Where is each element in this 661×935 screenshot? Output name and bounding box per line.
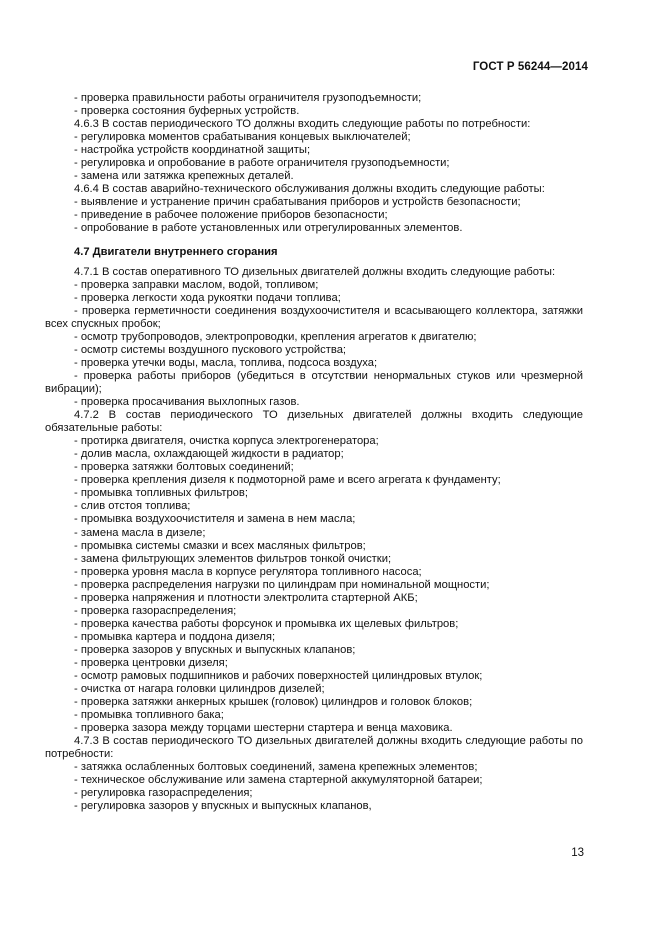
list-item: - проверка распределения нагрузки по цилиндрам при номинальной мощности; — [74, 578, 490, 591]
list-item: - протирка двигателя, очистка корпуса электрогенератора; — [74, 435, 379, 448]
list-item: - слив отстоя топлива; — [74, 500, 191, 513]
list-item: - проверка герметичности соединения воздухоочистителя и всасывающего коллектора, затяжки всех спускных пробок; — [45, 304, 583, 330]
list-item: - затяжка ослабленных болтовых соединений, замена крепежных элементов; — [74, 761, 478, 774]
list-item: - проверка просачивания выхлопных газов. — [74, 396, 300, 409]
list-item: - промывка системы смазки и всех масляных фильтров; — [74, 539, 366, 552]
list-item: - проверка центровки дизеля; — [74, 656, 228, 669]
list-item: - проверка газораспределения; — [74, 604, 237, 617]
paragraph-4-6-4: 4.6.4 В состав аварийно-технического обслуживания должны входить следующие работы: — [74, 183, 545, 196]
list-item: - долив масла, охлаждающей жидкости в радиатор; — [74, 448, 344, 461]
bullet-list — [45, 435, 583, 735]
list-item: - проверка заправки маслом, водой, топливом; — [74, 278, 319, 291]
list-item: - регулировка газораспределения; — [74, 787, 253, 800]
page-number: 13 — [571, 847, 584, 859]
list-item: - проверка уровня масла в корпусе регулятора топливного насоса; — [74, 565, 422, 578]
list-item: - проверка затяжки болтовых соединений; — [74, 461, 294, 474]
list-item: - выявление и устранение причин срабатывания приборов и устройств безопасности; — [74, 196, 521, 209]
list-item: - проверка затяжки анкерных крышек (головок) цилиндров и головок блоков; — [74, 696, 473, 709]
list-item: - замена фильтрующих элементов фильтров тонкой очистки; — [74, 552, 392, 565]
list-item: - замена масла в дизеле; — [74, 526, 206, 539]
bullet-list — [45, 196, 583, 235]
list-item: - проверка качества работы форсунок и промывка их щелевых фильтров; — [74, 617, 459, 630]
paragraph-4-7-1: 4.7.1 В состав оперативного ТО дизельных двигателей должны входить следующие работы: — [74, 265, 556, 278]
paragraph-4-7-3: 4.7.3 В состав периодического ТО дизельных двигателей должны входить следующие работы по потребности: — [45, 735, 583, 761]
list-item: - промывка топливных фильтров; — [74, 487, 248, 500]
list-item: - регулировка моментов срабатывания концевых выключателей; — [74, 131, 411, 144]
document-header-code: ГОСТ Р 56244—2014 — [472, 61, 588, 73]
list-item: - проверка крепления дизеля к подмоторной раме и всего агрегата к фундаменту; — [74, 474, 501, 487]
list-item: - техническое обслуживание или замена стартерной аккумуляторной батареи; — [74, 774, 483, 787]
list-item: - проверка утечки воды, масла, топлива, подсоса воздуха; — [74, 356, 378, 369]
bullet-list — [45, 761, 583, 813]
section-heading: 4.7 Двигатели внутреннего сгорания — [74, 245, 278, 258]
list-item: - проверка зазора между торцами шестерни стартера и венца маховика. — [74, 722, 453, 735]
bullet-list — [45, 131, 583, 183]
list-item: - промывка воздухоочистителя и замена в нем масла; — [74, 513, 356, 526]
bullet-list — [45, 279, 583, 409]
document-body — [45, 92, 583, 814]
paragraph-4-7-2: 4.7.2 В состав периодического ТО дизельных двигателей должны входить следующие обязательные работы: — [45, 409, 583, 435]
list-item: - замена или затяжка крепежных деталей. — [74, 170, 294, 183]
list-item: - приведение в рабочее положение приборов безопасности; — [74, 209, 388, 222]
bullet-list — [45, 92, 583, 118]
list-item: - проверка правильности работы ограничителя грузоподъемности; — [74, 92, 422, 104]
list-item: - осмотр рамовых подшипников и рабочих поверхностей цилиндровых втулок; — [74, 670, 483, 683]
list-item: - осмотр трубопроводов, электропроводки, крепления агрегатов к двигателю; — [74, 330, 477, 343]
paragraph-4-6-3: 4.6.3 В состав периодического ТО должны входить следующие работы по потребности: — [74, 118, 531, 131]
list-item: - регулировка и опробование в работе ограничителя грузоподъемности; — [74, 157, 450, 170]
list-item: - проверка напряжения и плотности электролита стартерной АКБ; — [74, 591, 418, 604]
list-item: - проверка работы приборов (убедиться в отсутствии ненормальных стуков или чрезмерной вибрации); — [45, 369, 583, 395]
list-item: - промывка картера и поддона дизеля; — [74, 630, 276, 643]
list-item: - регулировка зазоров у впускных и выпускных клапанов, — [74, 800, 372, 813]
list-item: - проверка зазоров у впускных и выпускных клапанов; — [74, 643, 356, 656]
list-item: - проверка состояния буферных устройств. — [74, 105, 300, 118]
list-item: - очистка от нагара головки цилиндров дизелей; — [74, 683, 325, 696]
list-item: - промывка топливного бака; — [74, 709, 224, 722]
list-item: - настройка устройств координатной защиты; — [74, 144, 311, 157]
list-item: - проверка легкости хода рукоятки подачи топлива; — [74, 291, 341, 304]
list-item: - опробование в работе установленных или отрегулированных элементов. — [74, 222, 463, 235]
list-item: - осмотр системы воздушного пускового устройства; — [74, 343, 347, 356]
